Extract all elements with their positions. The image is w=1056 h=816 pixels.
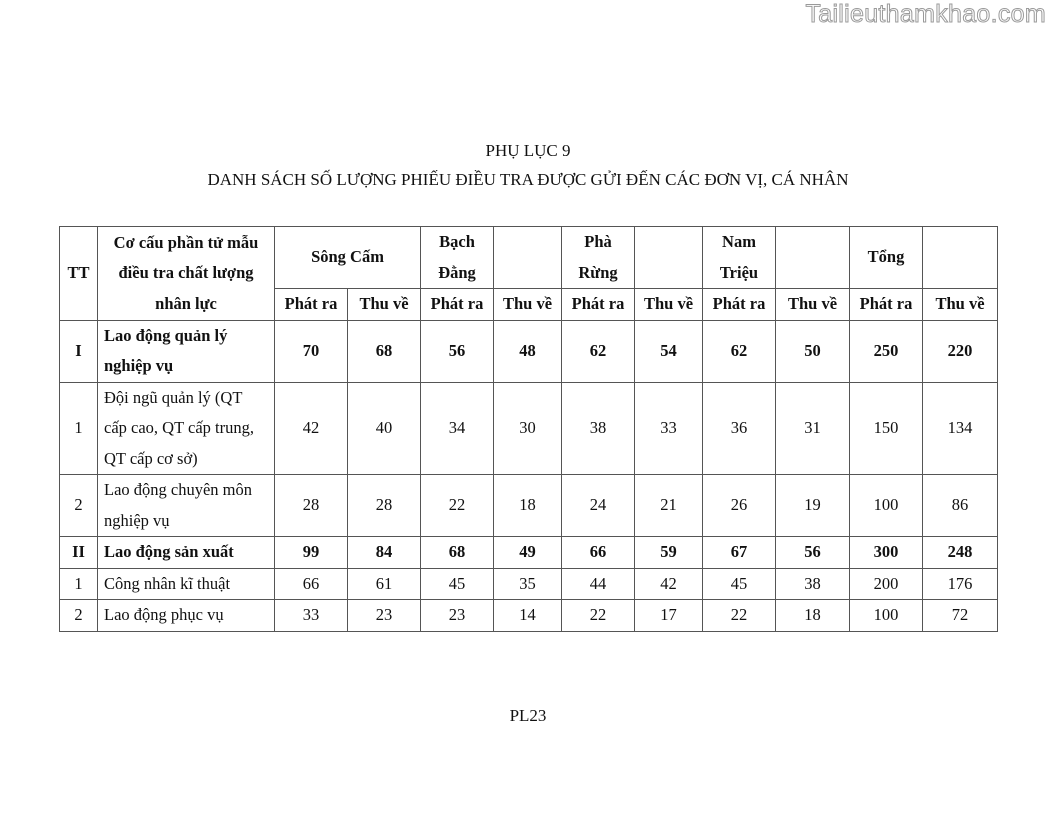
document-subtitle: DANH SÁCH SỐ LƯỢNG PHIẾU ĐIỀU TRA ĐƯỢC GỬI ĐẾN CÁC ĐƠN VỊ, CÁ NHÂN bbox=[207, 170, 849, 189]
header-unit-bach-dang bbox=[421, 227, 494, 289]
row-value: 72 bbox=[923, 600, 998, 632]
row-value: 70 bbox=[275, 320, 348, 382]
row-value: 66 bbox=[562, 537, 635, 569]
row-value: 67 bbox=[703, 537, 776, 569]
row-value: 49 bbox=[494, 537, 562, 569]
header-unit-empty bbox=[923, 227, 998, 289]
row-value: 28 bbox=[275, 475, 348, 537]
row-value: 200 bbox=[850, 568, 923, 600]
header-unit-empty bbox=[494, 227, 562, 289]
row-tt: II bbox=[60, 537, 98, 569]
appendix-title: PHỤ LỤC 9 bbox=[485, 141, 571, 160]
row-value: 33 bbox=[635, 382, 703, 475]
row-label bbox=[98, 320, 275, 382]
header-row-units bbox=[60, 227, 998, 289]
row-value: 56 bbox=[421, 320, 494, 382]
row-label-line: nghiệp vụ bbox=[104, 356, 174, 375]
row-tt: 1 bbox=[60, 568, 98, 600]
row-value: 50 bbox=[776, 320, 850, 382]
row-value: 40 bbox=[348, 382, 421, 475]
header-structure-line: nhân lực bbox=[155, 293, 217, 313]
row-value: 48 bbox=[494, 320, 562, 382]
header-sub-cell: Phát ra bbox=[275, 289, 348, 321]
row-value: 36 bbox=[703, 382, 776, 475]
row-label-line: Lao động sản xuất bbox=[104, 542, 234, 561]
row-value: 56 bbox=[776, 537, 850, 569]
row-value: 22 bbox=[703, 600, 776, 632]
table-row bbox=[60, 475, 998, 537]
header-unit-total bbox=[850, 227, 923, 289]
table-body bbox=[60, 320, 998, 631]
row-label bbox=[98, 475, 275, 537]
header-sub-cell: Phát ra bbox=[421, 289, 494, 321]
row-value: 45 bbox=[703, 568, 776, 600]
row-value: 300 bbox=[850, 537, 923, 569]
page-number: PL23 bbox=[509, 706, 547, 725]
row-value: 24 bbox=[562, 475, 635, 537]
row-tt: 2 bbox=[60, 600, 98, 632]
header-sub-cell: Thu về bbox=[923, 289, 998, 321]
row-label-line: Lao động phục vụ bbox=[104, 605, 224, 624]
row-label-line: QT cấp cơ sở) bbox=[104, 448, 198, 468]
row-value: 61 bbox=[348, 568, 421, 600]
header-unit-song-cam bbox=[275, 227, 421, 289]
header-structure-line: Cơ cấu phần tử mẫu bbox=[113, 232, 259, 252]
row-value: 86 bbox=[923, 475, 998, 537]
row-label bbox=[98, 382, 275, 475]
header-unit-line: Sông Cấm bbox=[311, 247, 384, 267]
row-value: 30 bbox=[494, 382, 562, 475]
row-value: 17 bbox=[635, 600, 703, 632]
row-value: 54 bbox=[635, 320, 703, 382]
table-row bbox=[60, 320, 998, 382]
header-sub-cell: Phát ra bbox=[703, 289, 776, 321]
row-value: 45 bbox=[421, 568, 494, 600]
header-unit-line: Triệu bbox=[719, 262, 759, 282]
row-value: 68 bbox=[421, 537, 494, 569]
row-value: 23 bbox=[348, 600, 421, 632]
row-value: 23 bbox=[421, 600, 494, 632]
row-value: 33 bbox=[275, 600, 348, 632]
row-value: 14 bbox=[494, 600, 562, 632]
row-label bbox=[98, 600, 275, 632]
row-label bbox=[98, 537, 275, 569]
table-row bbox=[60, 600, 998, 632]
header-sub-cell: Thu về bbox=[348, 289, 421, 321]
row-value: 134 bbox=[923, 382, 998, 475]
header-unit-line: Đằng bbox=[438, 262, 476, 282]
header-unit-empty bbox=[776, 227, 850, 289]
row-value: 22 bbox=[421, 475, 494, 537]
row-label-line: Công nhân kĩ thuật bbox=[104, 573, 231, 593]
row-label-line: nghiệp vụ bbox=[104, 510, 170, 530]
table-row bbox=[60, 537, 998, 569]
row-value: 44 bbox=[562, 568, 635, 600]
header-unit-line: Phà bbox=[584, 232, 612, 251]
header-sub-cell: Thu về bbox=[494, 289, 562, 321]
header-sub-cell: Thu về bbox=[776, 289, 850, 321]
table-row bbox=[60, 382, 998, 475]
row-value: 176 bbox=[923, 568, 998, 600]
row-tt: 2 bbox=[60, 475, 98, 537]
row-value: 220 bbox=[923, 320, 998, 382]
row-value: 22 bbox=[562, 600, 635, 632]
row-value: 31 bbox=[776, 382, 850, 475]
watermark: Tailieuthamkhao.com bbox=[805, 0, 1046, 28]
header-structure bbox=[98, 227, 275, 321]
header-sub-cell: Thu về bbox=[635, 289, 703, 321]
row-value: 84 bbox=[348, 537, 421, 569]
row-label-line: Đội ngũ quản lý (QT bbox=[104, 387, 243, 407]
row-value: 59 bbox=[635, 537, 703, 569]
row-label-line: cấp cao, QT cấp trung, bbox=[104, 418, 254, 437]
header-tt: TT bbox=[60, 227, 98, 321]
header-unit-line: Nam bbox=[722, 232, 756, 251]
header-unit-line: Bạch bbox=[439, 232, 475, 251]
header-unit-pha-rung bbox=[562, 227, 635, 289]
row-label-line: Lao động chuyên môn bbox=[104, 480, 253, 499]
row-value: 18 bbox=[776, 600, 850, 632]
row-value: 35 bbox=[494, 568, 562, 600]
header-sub-cell: Phát ra bbox=[562, 289, 635, 321]
row-tt: I bbox=[60, 320, 98, 382]
row-value: 19 bbox=[776, 475, 850, 537]
row-value: 38 bbox=[776, 568, 850, 600]
row-value: 250 bbox=[850, 320, 923, 382]
row-value: 68 bbox=[348, 320, 421, 382]
row-value: 26 bbox=[703, 475, 776, 537]
row-value: 99 bbox=[275, 537, 348, 569]
header-unit-empty bbox=[635, 227, 703, 289]
row-value: 18 bbox=[494, 475, 562, 537]
row-value: 21 bbox=[635, 475, 703, 537]
header-unit-line: Tổng bbox=[867, 247, 905, 267]
header-structure-line: điều tra chất lượng bbox=[118, 263, 254, 282]
row-value: 248 bbox=[923, 537, 998, 569]
row-value: 42 bbox=[275, 382, 348, 475]
header-unit-line: Rừng bbox=[578, 262, 618, 282]
row-value: 100 bbox=[850, 475, 923, 537]
row-tt: 1 bbox=[60, 382, 98, 475]
row-value: 34 bbox=[421, 382, 494, 475]
row-value: 62 bbox=[703, 320, 776, 382]
header-unit-nam-trieu bbox=[703, 227, 776, 289]
row-value: 42 bbox=[635, 568, 703, 600]
row-value: 28 bbox=[348, 475, 421, 537]
row-value: 38 bbox=[562, 382, 635, 475]
row-value: 66 bbox=[275, 568, 348, 600]
row-label bbox=[98, 568, 275, 600]
row-label-line: Lao động quản lý bbox=[104, 325, 228, 345]
header-sub-cell: Phát ra bbox=[850, 289, 923, 321]
row-value: 100 bbox=[850, 600, 923, 632]
row-value: 150 bbox=[850, 382, 923, 475]
row-value: 62 bbox=[562, 320, 635, 382]
survey-table bbox=[59, 226, 998, 632]
table-row bbox=[60, 568, 998, 600]
